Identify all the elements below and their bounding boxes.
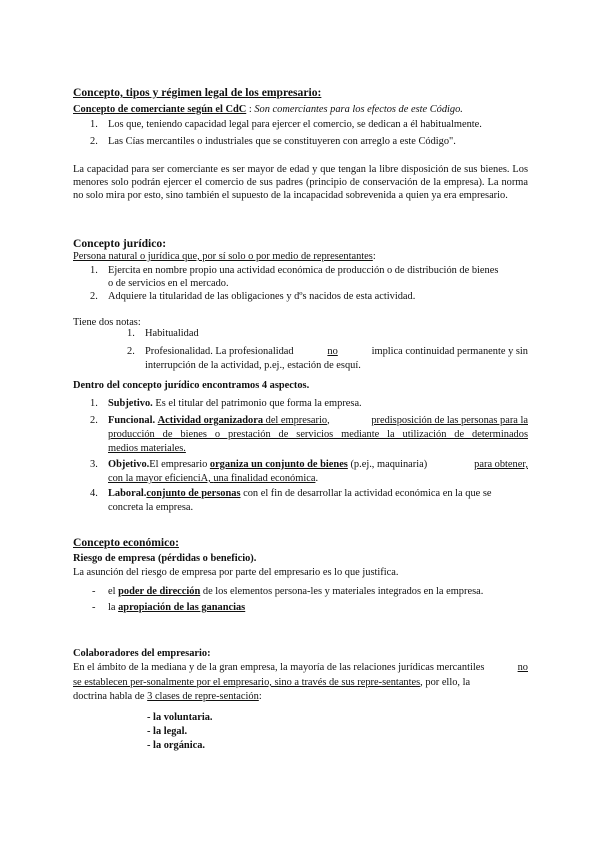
section-heading-colaboradores: Colaboradores del empresario:	[73, 648, 211, 659]
aspect-text: para obtener,	[474, 459, 528, 470]
list-number: 1.	[127, 328, 135, 339]
aspect-label: Funcional.	[108, 415, 156, 426]
list-number: 2.	[90, 291, 98, 302]
list-item: Los que, teniendo capacidad legal para ejercer el comercio, se dedican a él habitualmente.	[108, 119, 482, 130]
risk-line: La asunción del riesgo de empresa por parte del empresario es lo que justifica.	[73, 567, 399, 578]
note-text: implica continuidad permanente y sin	[371, 346, 528, 357]
aspect-emphasis: Actividad organizadora	[157, 415, 264, 426]
list-number: 1.	[90, 265, 98, 276]
list-number: 2.	[90, 415, 98, 426]
definition-text: Son comerciantes para los efectos de este Código.	[254, 104, 463, 115]
aspects-heading: Dentro del concepto jurídico encontramos 4 aspectos.	[73, 380, 310, 391]
aspect-continuation	[108, 472, 563, 485]
collab-line-1	[73, 661, 528, 674]
bullet-text: la	[108, 602, 119, 613]
juridical-intro-colon: :	[372, 251, 376, 262]
bullet-text: el	[108, 586, 119, 597]
aspect-label: Subjetivo.	[108, 398, 153, 409]
aspect-label: Laboral.	[108, 488, 147, 499]
juridical-intro-text: Persona natural o jurídica que, por sí solo o por medio de representantes	[73, 251, 373, 262]
definition-line	[73, 103, 528, 116]
aspect-subjetivo	[108, 397, 563, 410]
list-number: 1.	[90, 119, 98, 130]
definition-label: Concepto de comerciante según el CdC	[73, 104, 247, 115]
note-item-continuation: interrupción de la actividad, p.ej., estación de esquí.	[145, 360, 361, 371]
note-emphasis: no	[327, 346, 338, 357]
aspect-text: ,	[327, 415, 330, 426]
aspect-text: con la mayor eficienciA,	[108, 473, 214, 484]
bullet-text: de los elementos persona-les y materiales integrados en la empresa.	[200, 586, 484, 597]
section-heading-concepto-economico: Concepto económico:	[73, 536, 179, 549]
aspect-text: (p.ej., maquinaria)	[347, 459, 428, 470]
aspect-text: El empresario	[149, 459, 210, 470]
bullet-item	[108, 585, 563, 598]
risk-subheading: Riesgo de empresa (pérdidas o beneficio).	[73, 553, 257, 564]
aspect-continuation: producción de bienes o prestación de servicios mediante la utilización de determinados	[108, 429, 528, 440]
list-number: 2.	[127, 346, 135, 357]
collab-text: En el ámbito de la mediana y de la gran empresa, la mayoría de las relaciones jurídicas mercantiles	[73, 662, 485, 673]
collab-emphasis: 3 clases de repre-sentación	[147, 691, 259, 702]
notes-label: Tiene dos notas:	[73, 317, 141, 328]
bullet-item	[108, 601, 563, 614]
aspect-text: .	[315, 473, 319, 484]
list-number: 3.	[90, 459, 98, 470]
list-number: 2.	[90, 136, 98, 147]
list-number: 1.	[90, 398, 98, 409]
note-text: Profesionalidad. La profesionalidad	[145, 346, 294, 357]
collab-line-2	[73, 676, 528, 689]
collab-text: :	[258, 691, 262, 702]
aspect-text: una finalidad económica	[213, 473, 316, 484]
list-number: 4.	[90, 488, 98, 499]
aspect-funcional	[108, 414, 528, 427]
aspect-label: Objetivo.	[108, 459, 150, 470]
aspect-text: Es el titular del patrimonio que forma la empresa.	[152, 398, 362, 409]
collab-emphasis: se establecen per-sonalmente por el empresario, sino a través de sus repre-sentantes	[73, 677, 421, 688]
aspect-continuation: concreta la empresa.	[108, 502, 194, 513]
aspect-emphasis: organiza un conjunto de bienes	[209, 459, 348, 470]
representation-class: - la legal.	[147, 726, 188, 737]
aspect-continuation: medios materiales.	[108, 443, 186, 454]
bullet-emphasis: apropiación de las ganancias	[118, 602, 246, 613]
aspect-text: con el fin de desarrollar la actividad económica en la que se	[240, 488, 492, 499]
representation-class: - la orgánica.	[147, 740, 206, 751]
list-item: Adquiere la titularidad de las obligaciones y dºs nacidos de esta actividad.	[108, 291, 416, 302]
section-heading-concepto-juridico: Concepto jurídico:	[73, 237, 167, 250]
aspect-text: predisposición de las personas para la	[371, 415, 528, 426]
aspect-objetivo	[108, 458, 528, 471]
bullet-emphasis: poder de dirección	[118, 586, 201, 597]
definition-separator: :	[246, 104, 255, 115]
capacity-paragraph: La capacidad para ser comerciante es ser mayor de edad y que tengan la libre disposición de sus bienes. Los menores solo podrán ejercer el comercio de sus padres (principio de conservación de la empresa). La norma no solo mira por esto, sino también el supuesto de la incapacidad sobrevenida a quien ya era empresario.	[73, 164, 528, 202]
collab-text: doctrina habla de	[73, 691, 148, 702]
section-heading-concepto-tipos: Concepto, tipos y régimen legal de los empresario:	[73, 86, 322, 99]
collab-emphasis: no	[517, 662, 528, 673]
list-item: Las Cías mercantiles o industriales que se constituyeren con arreglo a este Código".	[108, 136, 456, 147]
aspect-text: del empresario	[263, 415, 328, 426]
bullet-dash: -	[92, 602, 96, 613]
aspect-emphasis: conjunto de personas	[146, 488, 241, 499]
juridical-intro	[73, 250, 528, 263]
representation-class: - la voluntaria.	[147, 712, 213, 723]
collab-text: , por ello, la	[420, 677, 471, 688]
list-item-continuation: o de servicios en el mercado.	[108, 278, 229, 289]
list-item: Ejercita en nombre propio una actividad económica de producción o de distribución de bienes	[108, 265, 499, 276]
collab-line-3	[73, 690, 528, 703]
aspect-laboral	[108, 487, 563, 500]
bullet-dash: -	[92, 586, 96, 597]
note-item	[145, 345, 528, 358]
note-item: Habitualidad	[145, 328, 199, 339]
